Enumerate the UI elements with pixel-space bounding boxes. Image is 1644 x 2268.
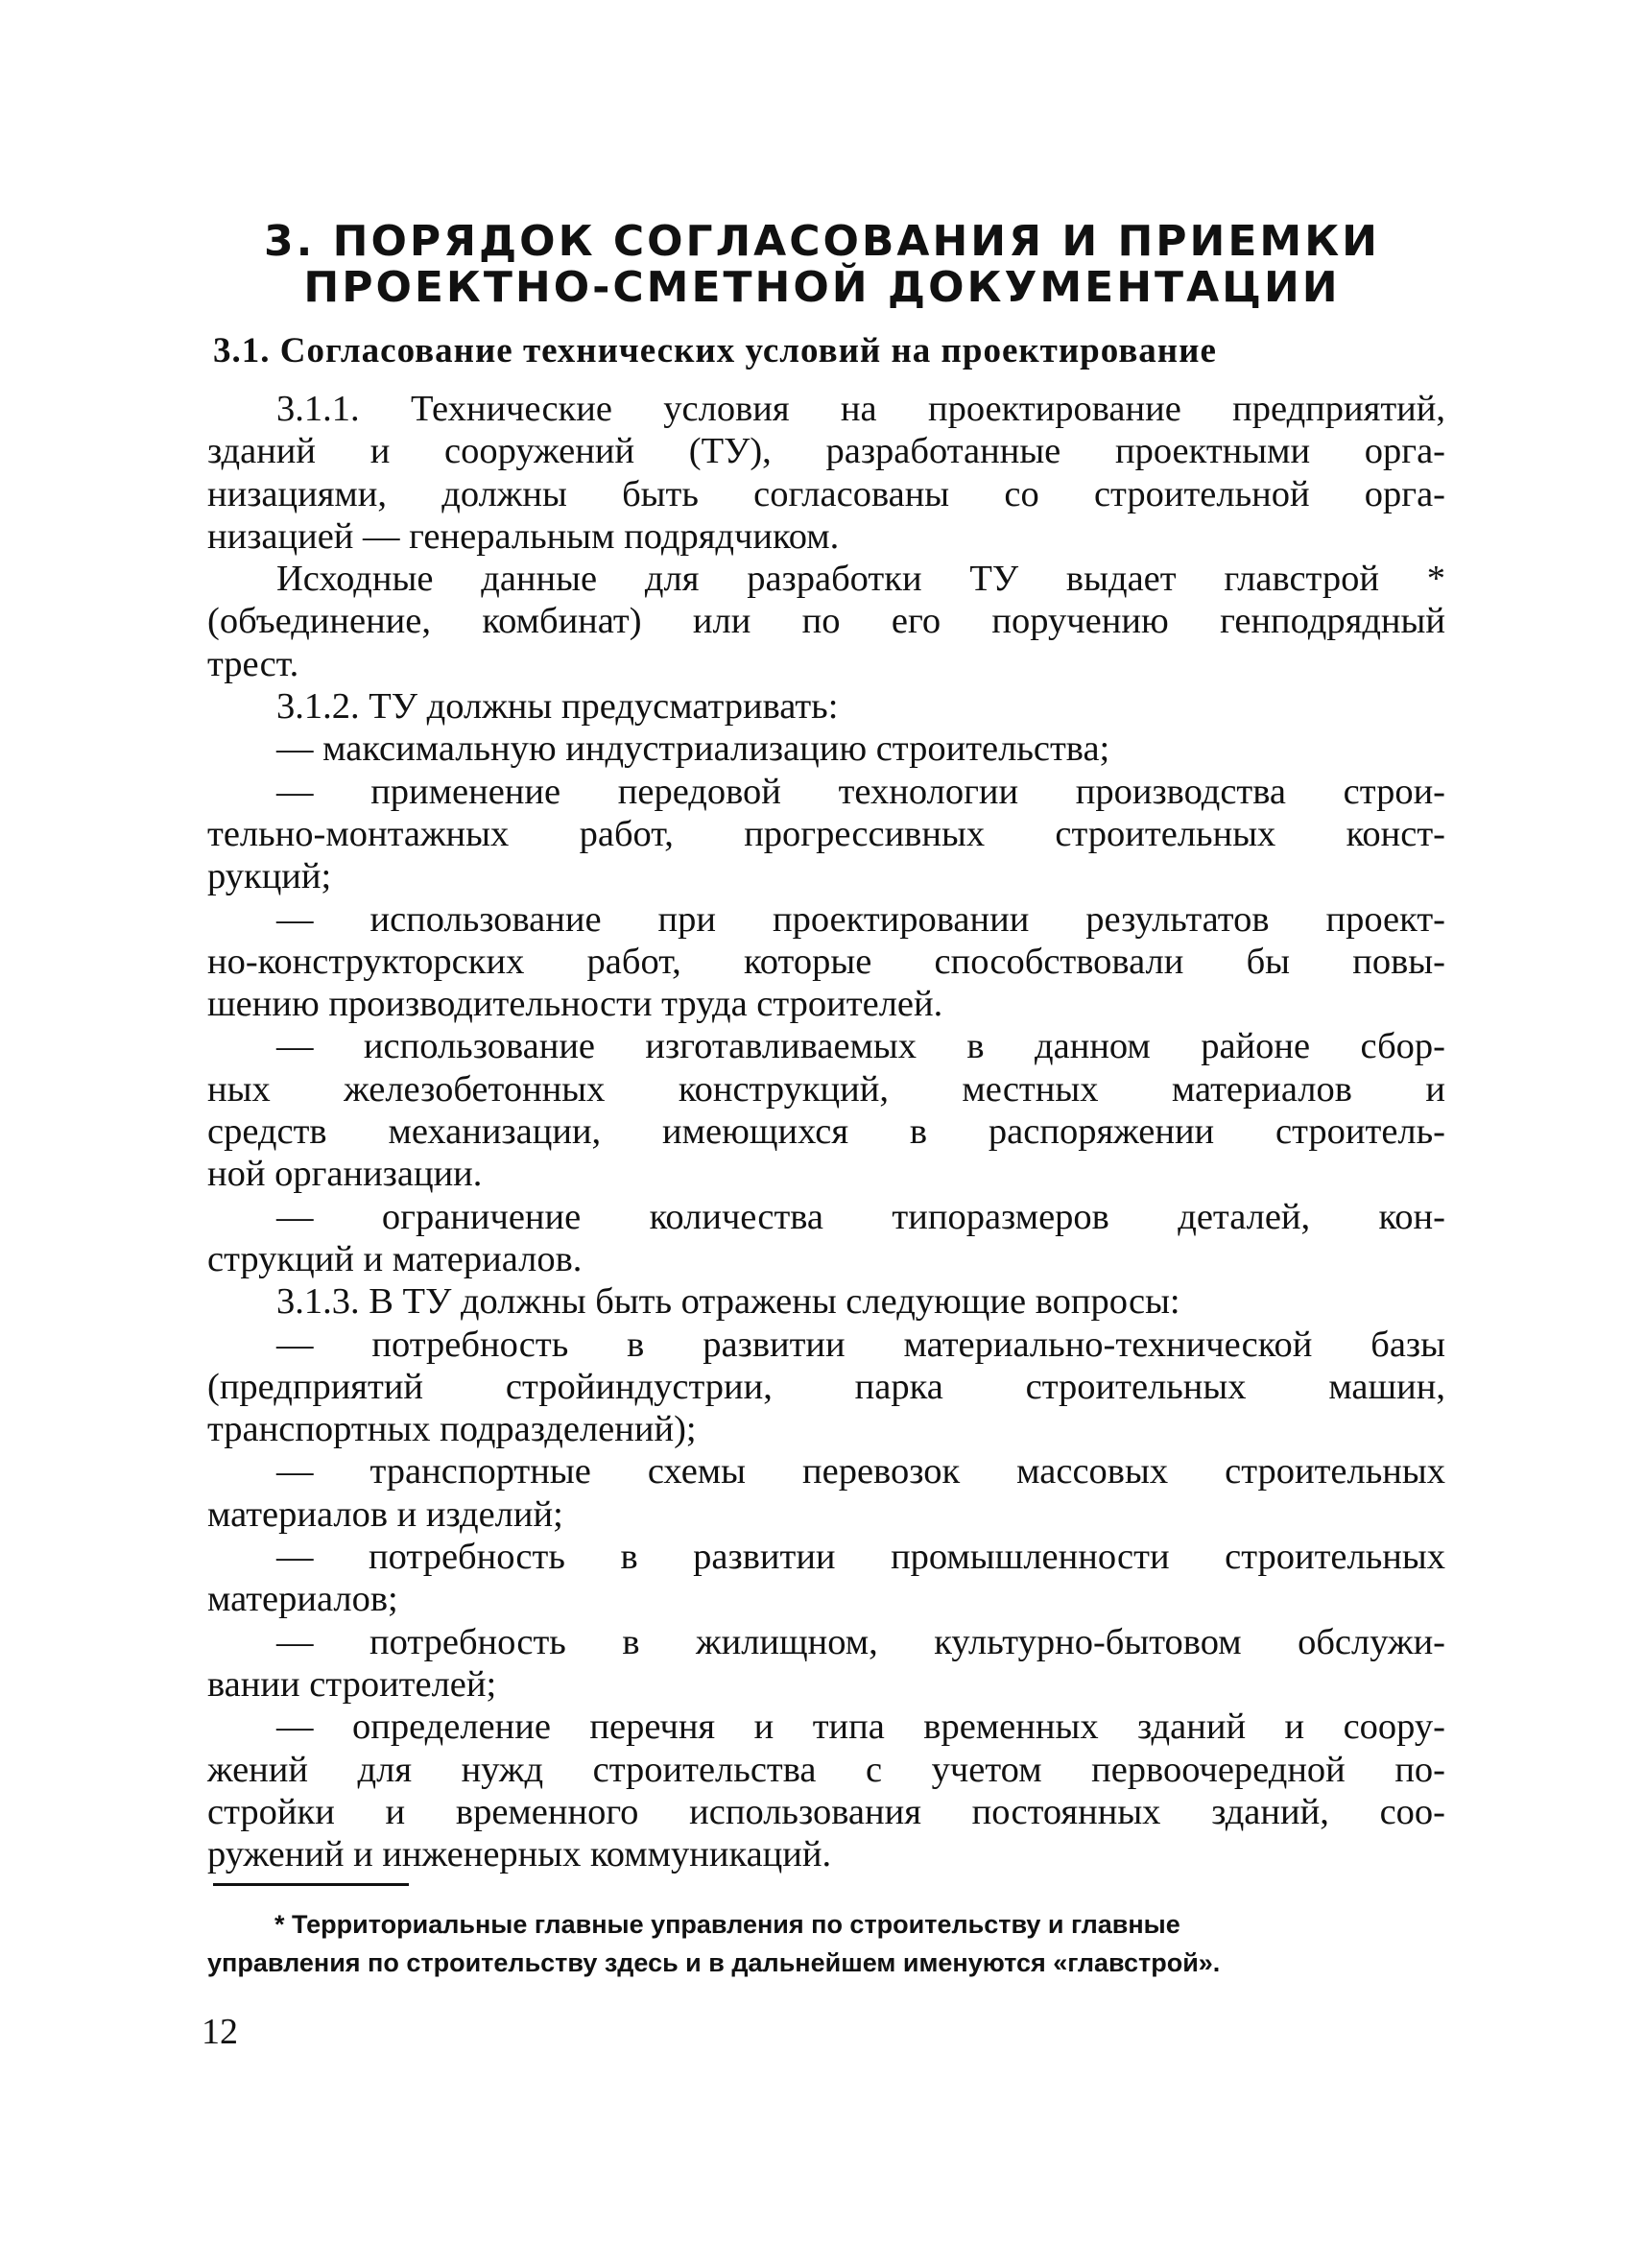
list-item-line: ных железобетонных конструкций, местных материалов и bbox=[207, 1068, 1445, 1110]
paragraph-line: низацией — генеральным подрядчиком. bbox=[207, 515, 840, 557]
list-item-line: материалов; bbox=[207, 1579, 398, 1620]
paragraph-line: 3.1.2. ТУ должны предусматривать: bbox=[276, 686, 839, 728]
paragraph-line: Исходные данные для разработки ТУ выдает главстрой * bbox=[276, 559, 1445, 600]
paragraph-line: зданий и сооружений (ТУ), разработанные проектными орга- bbox=[207, 431, 1445, 472]
list-item-line: — потребность в жилищном, культурно-бытовом обслужи- bbox=[276, 1621, 1445, 1662]
list-item-line: транспортных подразделений); bbox=[207, 1409, 697, 1450]
list-item-line: тельно-монтажных работ, прогрессивных строительных конст- bbox=[207, 813, 1445, 854]
chapter-title-line: ПРОЕКТНО-СМЕТНОЙ ДОКУМЕНТАЦИИ bbox=[303, 263, 1341, 312]
list-item-line: — транспортные схемы перевозок массовых строительных bbox=[276, 1451, 1445, 1492]
list-item-line: вании строителей; bbox=[207, 1663, 497, 1705]
list-item-line: материалов и изделий; bbox=[207, 1493, 563, 1535]
paragraph-line: низациями, должны быть согласованы со строительной орга- bbox=[207, 473, 1445, 514]
page-number: 12 bbox=[202, 2012, 238, 2052]
paragraph-line: (объединение, комбинат) или по его поручению генподрядный bbox=[207, 601, 1445, 642]
footnote bbox=[207, 1905, 1455, 1982]
list-item-line: — определение перечня и типа временных зданий и соору- bbox=[276, 1707, 1445, 1748]
list-item-line: но-конструкторских работ, которые способствовали бы повы- bbox=[207, 941, 1445, 982]
list-item-line: ружений и инженерных коммуникаций. bbox=[207, 1834, 832, 1875]
list-item-line: шению производительности труда строителей. bbox=[207, 984, 943, 1025]
list-item-line: средств механизации, имеющихся в распоряжении строитель- bbox=[207, 1111, 1445, 1153]
chapter-title-line: 3. ПОРЯДОК СОГЛАСОВАНИЯ И ПРИЕМКИ bbox=[263, 217, 1380, 266]
footnote-line: * Территориальные главные управления по строительству и главные bbox=[274, 1910, 1180, 1939]
list-item-line: — применение передовой технологии производства строи- bbox=[276, 771, 1445, 812]
paragraph-line: 3.1.1. Технические условия на проектирование предприятий, bbox=[276, 389, 1445, 429]
body-text bbox=[207, 388, 1445, 1875]
list-item-line: рукций; bbox=[207, 856, 332, 897]
list-item-line: стройки и временного использования постоянных зданий, соо- bbox=[207, 1791, 1445, 1832]
paragraph-line: трест. bbox=[207, 643, 299, 684]
list-item-line: жений для нужд строительства с учетом первоочередной по- bbox=[207, 1749, 1445, 1790]
paragraph-line: 3.1.3. В ТУ должны быть отражены следующие вопросы: bbox=[276, 1281, 1180, 1323]
list-item-line: — использование при проектировании результатов проект- bbox=[276, 898, 1445, 940]
chapter-title bbox=[0, 219, 1644, 311]
list-item-line: (предприятий стройиндустрии, парка строительных машин, bbox=[207, 1366, 1445, 1407]
list-item-line: — максимальную индустриализацию строительства; bbox=[276, 728, 1110, 770]
section-title: 3.1. Согласование технических условий на проектирование bbox=[213, 331, 1217, 370]
list-item-line: — ограничение количества типоразмеров деталей, кон- bbox=[276, 1196, 1445, 1237]
footnote-line: управления по строительству здесь и в дальнейшем именуются «главстрой». bbox=[207, 1948, 1221, 1977]
list-item-line: ной организации. bbox=[207, 1154, 483, 1195]
footnote-divider bbox=[213, 1883, 409, 1886]
list-item-line: — потребность в развитии материально-технической базы bbox=[276, 1324, 1445, 1365]
list-item-line: — потребность в развитии промышленности строительных bbox=[276, 1537, 1445, 1578]
list-item-line: струкций и материалов. bbox=[207, 1238, 583, 1279]
list-item-line: — использование изготавливаемых в данном районе сбор- bbox=[276, 1026, 1445, 1067]
